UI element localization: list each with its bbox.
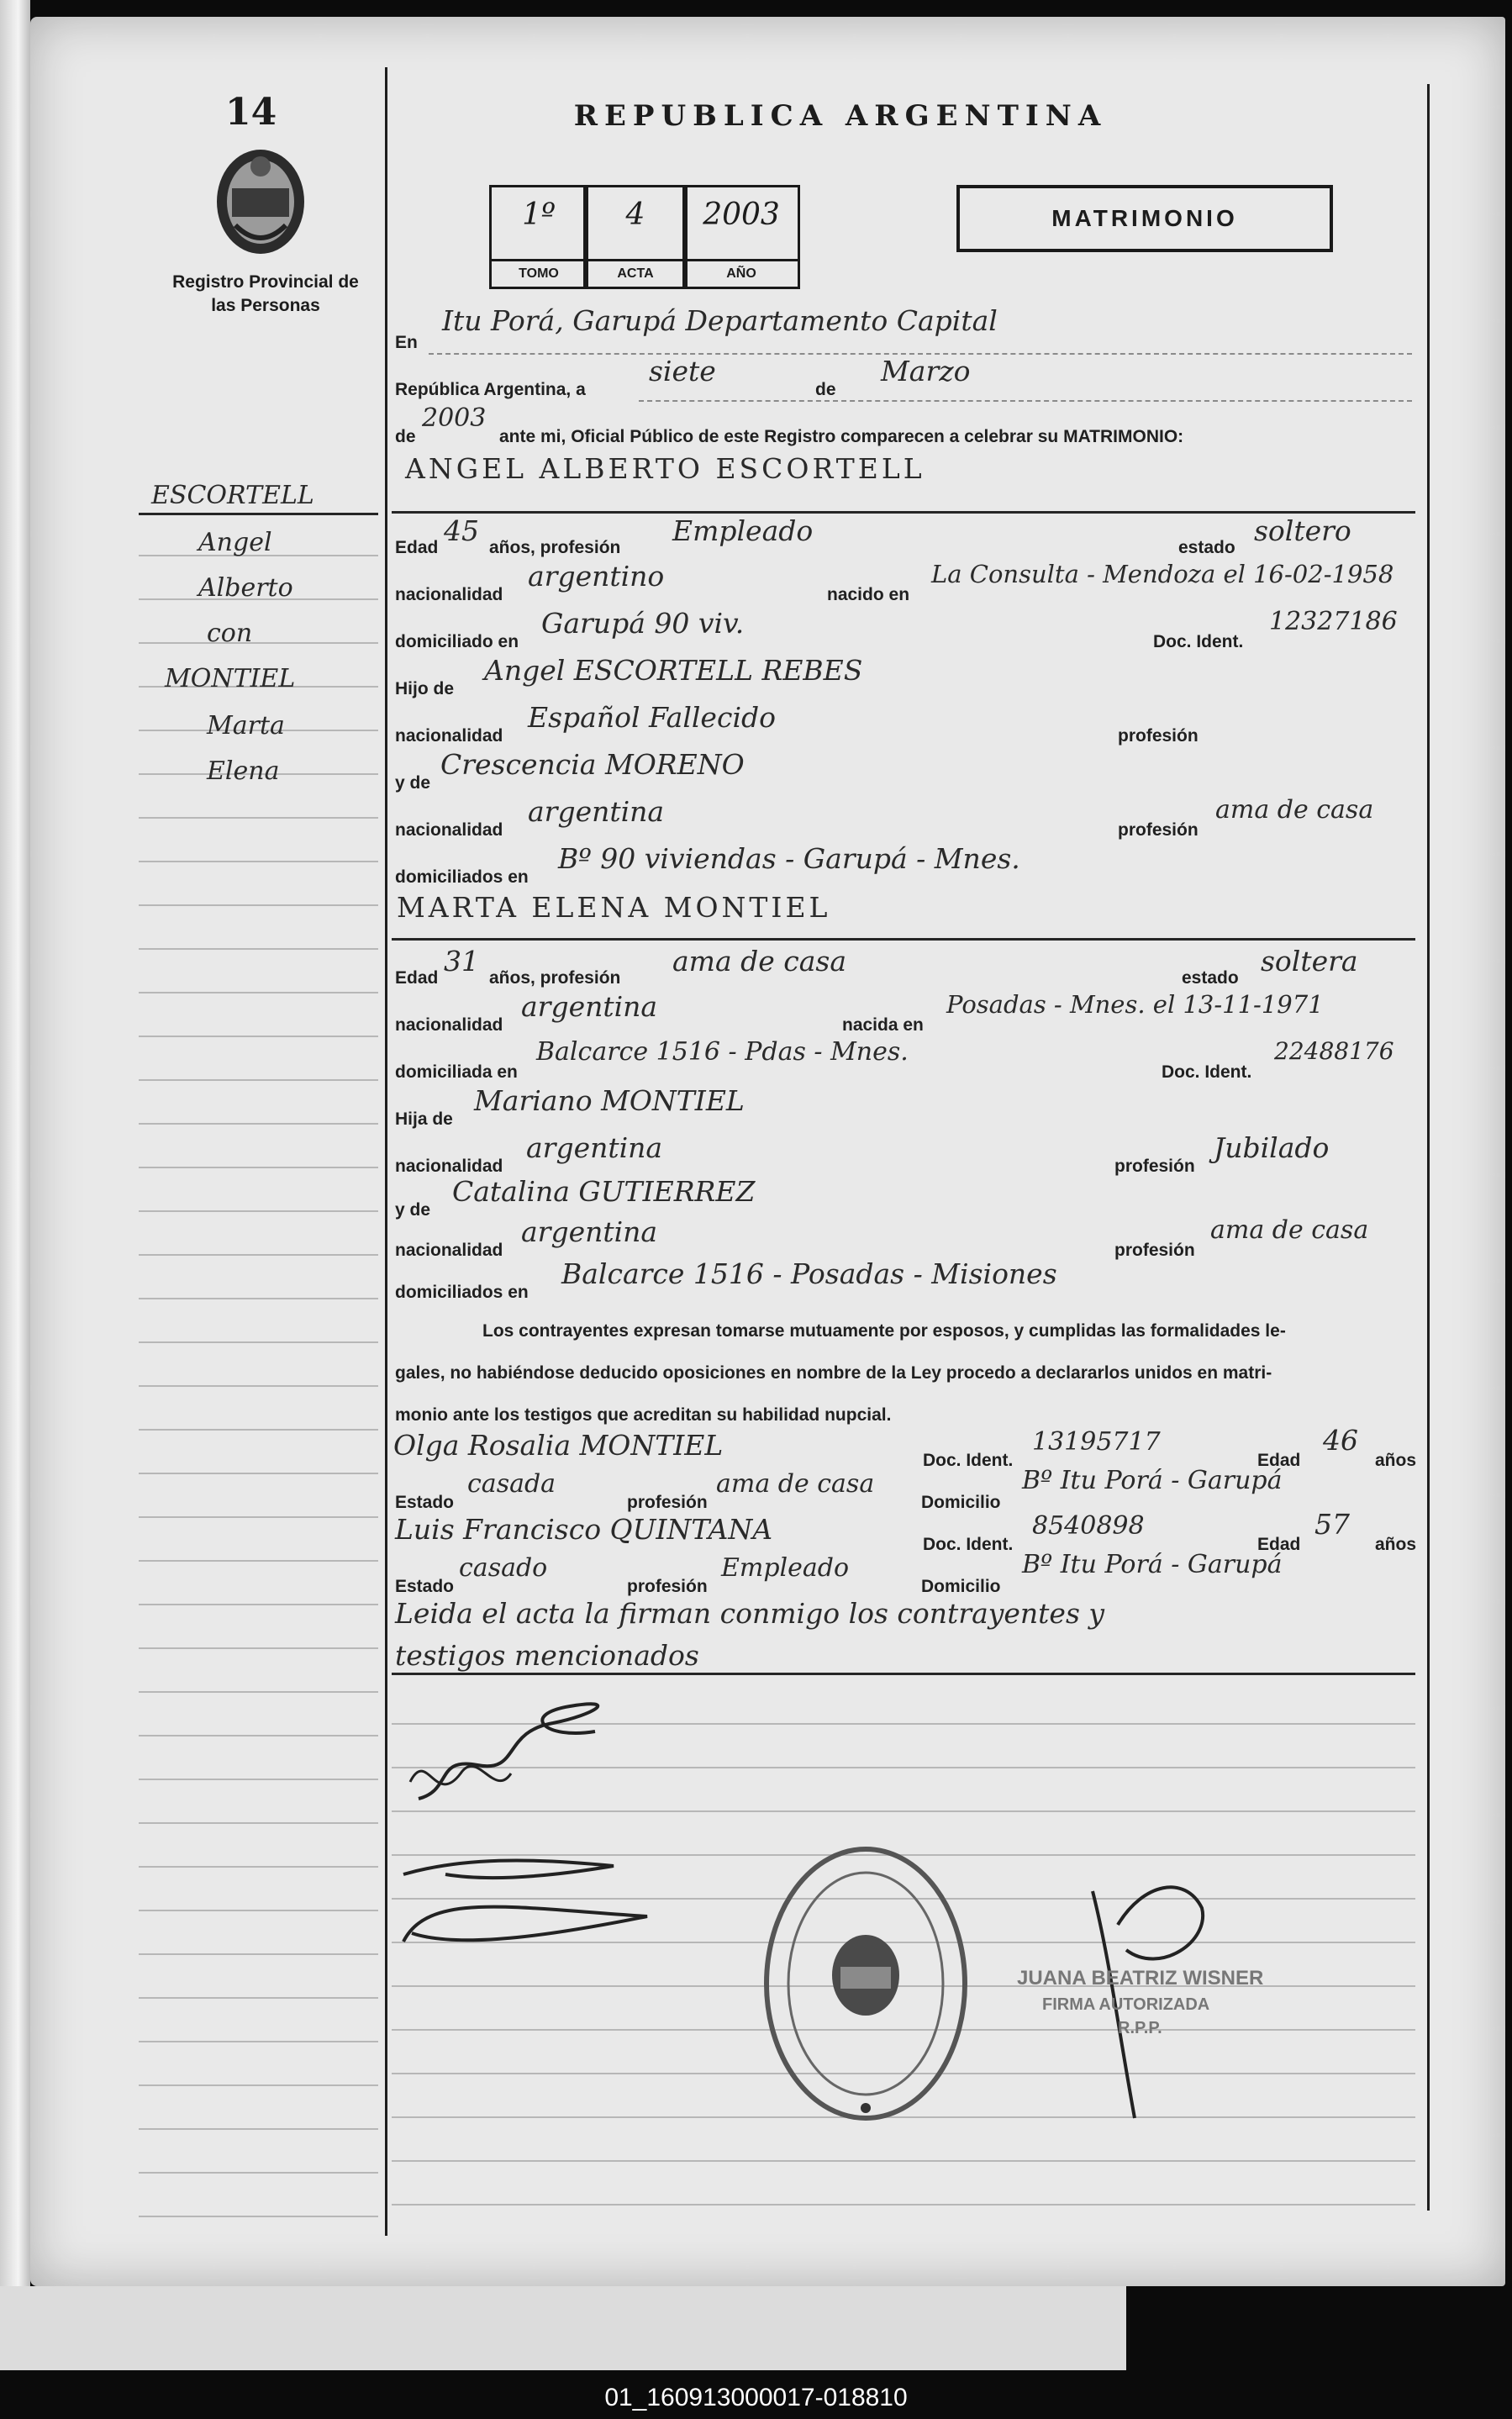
margin-ruled-line	[139, 2216, 378, 2217]
ano-label: AÑO	[685, 259, 798, 287]
witness2-profession-label: profesión	[627, 1577, 708, 1596]
witness1-doc: 13195717	[1032, 1427, 1161, 1457]
year-value: 2003	[422, 403, 487, 433]
margin-ruled-line	[139, 1254, 378, 1256]
margin-ruled-line	[139, 1604, 378, 1605]
margin-note-word: Elena	[207, 756, 280, 786]
body-ruled-line	[392, 2160, 1415, 2162]
bride-mother-profession: ama de casa	[1210, 1215, 1369, 1245]
margin-ruled-line	[139, 1473, 378, 1474]
groom-age-label: Edad	[395, 538, 439, 557]
left-margin-line	[385, 67, 387, 2236]
bride-father-profession-label: profesión	[1114, 1157, 1195, 1176]
margin-ruled-line	[139, 992, 378, 993]
official-seal-icon	[756, 1841, 975, 2127]
groom-age: 45	[444, 514, 479, 547]
groom-mother: Crescencia MORENO	[440, 748, 745, 781]
groom-address-label: domiciliado en	[395, 632, 519, 651]
witness1-status: casada	[467, 1469, 556, 1499]
groom-father-label: Hijo de	[395, 679, 455, 698]
dotted-line	[639, 400, 1412, 402]
witness1-doc-label: Doc. Ident.	[923, 1451, 1014, 1470]
acta-value: 4	[625, 198, 645, 232]
margin-ruled-line	[139, 817, 378, 819]
witness1-address-label: Domicilio	[921, 1493, 1001, 1512]
witness2-name: Luis Francisco QUINTANA	[395, 1513, 773, 1546]
margin-ruled-line	[139, 1647, 378, 1649]
bride-status: soltera	[1261, 945, 1358, 978]
groom-mother-profession: ama de casa	[1215, 795, 1374, 825]
margin-ruled-line	[139, 1779, 378, 1780]
de-label: de	[815, 380, 836, 399]
body-ruled-line	[392, 2204, 1415, 2206]
groom-mother-label: y de	[395, 773, 431, 793]
official-name-stamp: JUANA BEATRIZ WISNER	[1017, 1967, 1264, 1989]
bride-mother-nationality-label: nacionalidad	[395, 1241, 503, 1260]
country-title: REPUBLICA ARGENTINA	[573, 99, 1108, 133]
coat-of-arms-icon	[210, 141, 311, 259]
margin-ruled-line	[139, 1079, 378, 1081]
groom-father-nationality: Español Fallecido	[528, 701, 776, 734]
legal-text-line2: gales, no habiéndose deducido oposiciones en nombre de la Ley procedo a declararlos unidos en matri-	[395, 1363, 1272, 1383]
margin-ruled-line	[139, 904, 378, 906]
margin-ruled-line	[139, 1167, 378, 1168]
groom-doc-label: Doc. Ident.	[1153, 632, 1244, 651]
margin-ruled-line	[139, 1516, 378, 1518]
bride-mother-profession-label: profesión	[1114, 1241, 1195, 1260]
place-value: Itu Porá, Garupá Departamento Capital	[442, 304, 998, 337]
legal-text-line3: monio ante los testigos que acreditan su habilidad nupcial.	[395, 1405, 892, 1425]
closing-line2: testigos mencionados	[395, 1639, 699, 1672]
margin-note-word: Alberto	[198, 573, 293, 603]
ano-value: 2003	[703, 198, 780, 232]
margin-ruled-line	[139, 1822, 378, 1824]
groom-full-name: ANGEL ALBERTO ESCORTELL	[405, 452, 925, 485]
margin-ruled-line	[139, 1429, 378, 1431]
bride-address-label: domiciliada en	[395, 1062, 518, 1082]
groom-parents-address-label: domiciliados en	[395, 867, 529, 887]
margin-ruled-line	[139, 1910, 378, 1911]
witness2-status-label: Estado	[395, 1577, 455, 1596]
closing-line1: Leida el acta la firman conmigo los contrayentes y	[395, 1597, 1105, 1630]
groom-profession: Empleado	[672, 514, 814, 547]
margin-ruled-line	[139, 1866, 378, 1868]
registry-number: 14	[225, 91, 277, 134]
bride-father-profession: Jubilado	[1214, 1131, 1330, 1164]
bride-birth-label: nacida en	[842, 1015, 924, 1035]
declaration-text: ante mi, Oficial Público de este Registro comparecen a celebrar su MATRIMONIO:	[499, 427, 1184, 446]
groom-birth-label: nacido en	[827, 585, 910, 604]
day-value: siete	[649, 355, 716, 387]
groom-mother-profession-label: profesión	[1118, 820, 1199, 840]
witness1-anos-label: años	[1375, 1451, 1417, 1470]
bride-mother-nationality: argentina	[521, 1215, 658, 1248]
bride-doc-label: Doc. Ident.	[1162, 1062, 1252, 1082]
month-value: Marzo	[881, 355, 971, 387]
margin-ruled-line	[139, 1036, 378, 1037]
witness1-address: Bº Itu Porá - Garupá	[1022, 1466, 1283, 1495]
official-org-stamp: R.P.P.	[1118, 2019, 1162, 2037]
bride-parents-address: Balcarce 1516 - Posadas - Misiones	[561, 1257, 1057, 1290]
margin-note-rule	[139, 513, 378, 515]
tomo-label: TOMO	[492, 259, 586, 287]
book-edge	[0, 2286, 1126, 2370]
groom-profession-label: años, profesión	[489, 538, 621, 557]
signature-bride	[395, 1841, 664, 1967]
legal-text-line1: Los contrayentes expresan tomarse mutuamente por esposos, y cumplidas las formalidades le-	[482, 1321, 1286, 1341]
margin-note-word: ESCORTELL	[151, 481, 314, 510]
bride-birthplace: Posadas - Mnes. el 13-11-1971	[946, 990, 1324, 1019]
margin-note-word: con	[207, 619, 253, 648]
witness2-profession: Empleado	[721, 1553, 850, 1583]
bride-full-name: MARTA ELENA MONTIEL	[397, 891, 831, 924]
witness2-doc-label: Doc. Ident.	[923, 1535, 1014, 1554]
witness1-status-label: Estado	[395, 1493, 455, 1512]
groom-status-label: estado	[1178, 538, 1235, 557]
year-prefix: de	[395, 427, 416, 446]
witness1-profession-label: profesión	[627, 1493, 708, 1512]
margin-note-word: MONTIEL	[165, 664, 296, 693]
witness2-doc: 8540898	[1032, 1511, 1145, 1541]
bride-doc: 22488176	[1274, 1037, 1394, 1065]
witness1-age: 46	[1323, 1424, 1358, 1457]
witness2-age-label: Edad	[1257, 1535, 1301, 1554]
margin-ruled-line	[139, 2128, 378, 2130]
witness2-anos-label: años	[1375, 1535, 1417, 1554]
groom-birthplace: La Consulta - Mendoza el 16-02-1958	[931, 560, 1394, 588]
section-rule	[392, 938, 1415, 941]
groom-mother-nationality-label: nacionalidad	[395, 820, 503, 840]
groom-status: soltero	[1254, 514, 1351, 547]
bride-nationality-label: nacionalidad	[395, 1015, 503, 1035]
witness1-profession: ama de casa	[716, 1469, 875, 1499]
signature-groom	[402, 1681, 654, 1816]
groom-mother-nationality: argentina	[528, 795, 665, 828]
margin-ruled-line	[139, 1123, 378, 1125]
bride-address: Balcarce 1516 - Pdas - Mnes.	[536, 1037, 909, 1067]
acta-label: ACTA	[586, 259, 685, 287]
tomo-box	[489, 185, 588, 289]
margin-ruled-line	[139, 642, 378, 644]
registry-name: Registro Provincial de las Personas	[172, 272, 359, 315]
bride-father-nationality: argentina	[526, 1131, 663, 1164]
groom-father-profession-label: profesión	[1118, 726, 1199, 746]
act-type-box: MATRIMONIO	[956, 185, 1333, 252]
witness1-name: Olga Rosalia MONTIEL	[393, 1429, 724, 1462]
bride-age: 31	[444, 945, 479, 978]
margin-ruled-line	[139, 1210, 378, 1212]
tomo-value: 1º	[522, 198, 556, 232]
margin-ruled-line	[139, 2041, 378, 2042]
groom-nationality-label: nacionalidad	[395, 585, 503, 604]
margin-ruled-line	[139, 2084, 378, 2086]
acta-box	[583, 185, 688, 289]
closing-rule	[392, 1673, 1415, 1675]
official-title-stamp: FIRMA AUTORIZADA	[1042, 1995, 1210, 2014]
republic-label: República Argentina, a	[395, 380, 586, 399]
margin-ruled-line	[139, 948, 378, 950]
bride-father: Mariano MONTIEL	[474, 1084, 745, 1117]
section-rule	[392, 511, 1415, 514]
bride-age-label: Edad	[395, 968, 439, 988]
bride-profession-label: años, profesión	[489, 968, 621, 988]
bride-mother: Catalina GUTIERREZ	[452, 1175, 756, 1208]
witness2-age: 57	[1314, 1508, 1350, 1541]
margin-ruled-line	[139, 1735, 378, 1737]
margin-ruled-line	[139, 1997, 378, 1999]
margin-ruled-line	[139, 1341, 378, 1343]
bride-mother-label: y de	[395, 1200, 431, 1220]
bride-status-label: estado	[1182, 968, 1239, 988]
file-id-caption: 01_160913000017-018810	[604, 2384, 908, 2411]
margin-ruled-line	[139, 1953, 378, 1955]
margin-ruled-line	[139, 1560, 378, 1562]
witness1-age-label: Edad	[1257, 1451, 1301, 1470]
book-spine	[0, 0, 30, 2286]
groom-address: Garupá 90 viv.	[541, 607, 745, 640]
ano-box	[682, 185, 800, 289]
margin-ruled-line	[139, 1691, 378, 1693]
margin-ruled-line	[139, 861, 378, 862]
bride-father-label: Hija de	[395, 1109, 453, 1129]
groom-parents-address: Bº 90 viviendas - Garupá - Mnes.	[558, 842, 1020, 875]
bride-father-nationality-label: nacionalidad	[395, 1157, 503, 1176]
bride-nationality: argentina	[521, 990, 658, 1023]
groom-nationality: argentino	[528, 560, 665, 593]
bride-profession: ama de casa	[672, 945, 847, 978]
bride-parents-address-label: domiciliados en	[395, 1283, 529, 1302]
groom-father: Angel ESCORTELL REBES	[484, 654, 863, 687]
en-label: En	[395, 333, 418, 352]
right-margin-line	[1427, 84, 1430, 2211]
witness2-status: casado	[459, 1553, 548, 1583]
margin-note-word: Marta	[207, 711, 285, 740]
margin-ruled-line	[139, 1298, 378, 1299]
groom-doc: 12327186	[1269, 607, 1398, 636]
margin-ruled-line	[139, 1385, 378, 1387]
margin-ruled-line	[139, 2172, 378, 2174]
groom-father-nationality-label: nacionalidad	[395, 726, 503, 746]
witness2-address-label: Domicilio	[921, 1577, 1001, 1596]
witness2-address: Bº Itu Porá - Garupá	[1022, 1550, 1283, 1579]
margin-note-word: Angel	[198, 528, 272, 557]
